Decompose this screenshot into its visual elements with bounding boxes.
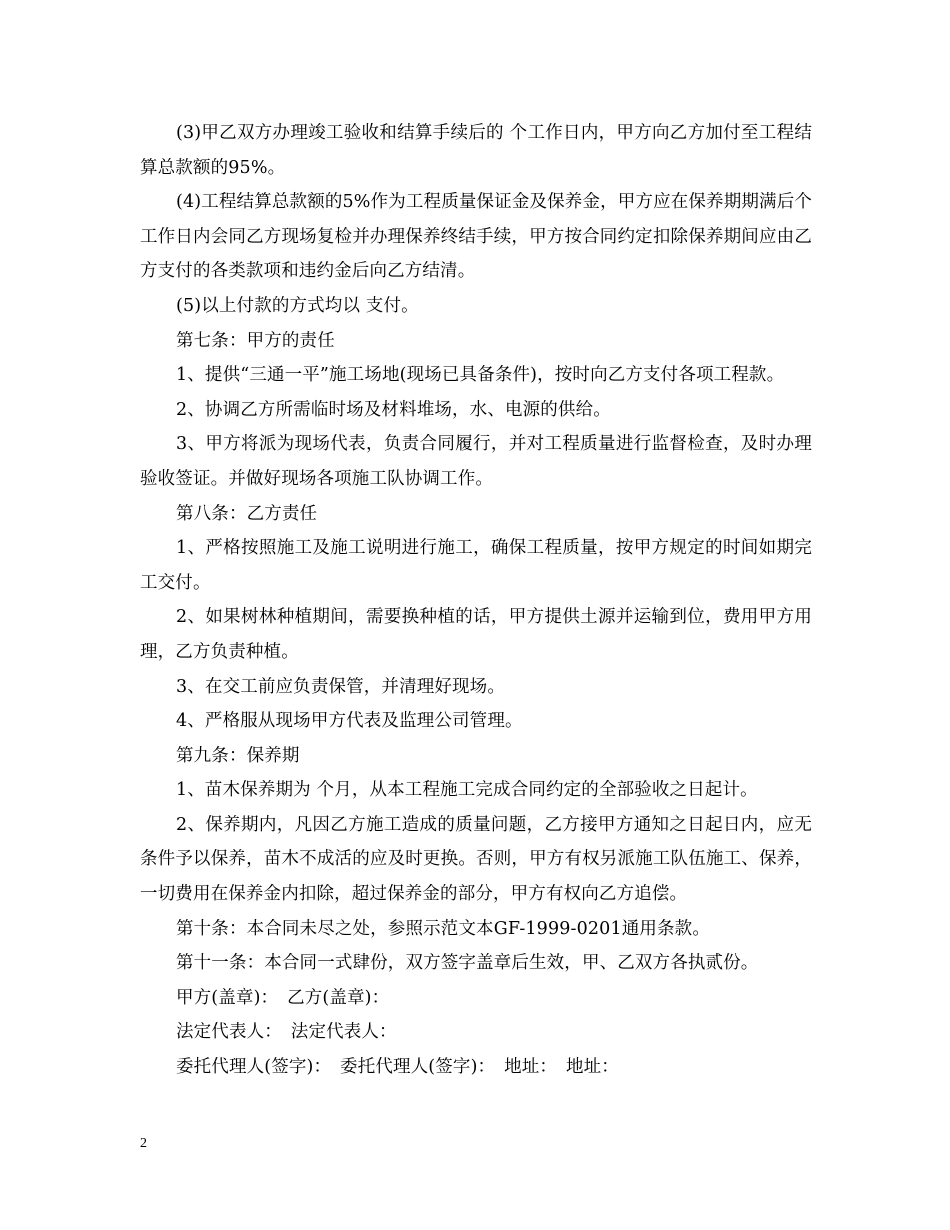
contract-body (140, 116, 812, 1085)
article-9-heading: 第九条：保养期 (176, 745, 300, 766)
article-7-heading: 第七条：甲方的责任 (176, 330, 335, 351)
paragraph-payment-4: (4)工程结算总款额的5%作为工程质量保证金及保养金，甲方应在保养期期满后个工作日内会同乙方现场复检并办理保养终结手续，甲方按合同约定扣除保养期间应由乙方支付的各类款项和违约金后向乙方结清。 (140, 192, 812, 282)
agent-address-line: 委托代理人(签字)： 委托代理人(签字)： 地址： 地址： (176, 1057, 619, 1078)
article-7-item-1: 1、提供“三通一平”施工场地(现场已具备条件)，按时向乙方支付各项工程款。 (176, 365, 785, 386)
legal-representative-line: 法定代表人： 法定代表人： (176, 1022, 397, 1043)
article-8-item-4: 4、严格服从现场甲方代表及监理公司管理。 (176, 711, 523, 732)
signature-seal-line: 甲方(盖章)： 乙方(盖章)： (176, 987, 390, 1008)
article-9-item-2: 2、保养期内，凡因乙方施工造成的质量问题，乙方接甲方通知之日起日内，应无条件予以保养，苗木不成活的应及时更换。否则，甲方有权另派施工队伍施工、保养，一切费用在保养金内扣除，超过保养金的部分，甲方有权向乙方追偿。 (140, 814, 812, 905)
article-8-item-2: 2、如果树林种植期间，需要换种植的话，甲方提供土源并运输到位，费用甲方用理，乙方负责种植。 (140, 607, 812, 662)
article-10: 第十条：本合同未尽之处，参照示范文本GF-1999-0201通用条款。 (176, 918, 710, 939)
article-11: 第十一条：本合同一式肆份，双方签字盖章后生效，甲、乙双方各执贰份。 (176, 953, 759, 974)
article-8-item-1: 1、严格按照施工及施工说明进行施工，确保工程质量，按甲方规定的时间如期完工交付。 (140, 538, 812, 593)
article-7-item-2: 2、协调乙方所需临时场及材料堆场，水、电源的供给。 (176, 399, 611, 420)
article-7-item-3: 3、甲方将派为现场代表，负责合同履行，并对工程质量进行监督检查，及时办理验收签证。并做好现场各项施工队协调工作。 (140, 434, 812, 489)
paragraph-payment-3: (3)甲乙双方办理竣工验收和结算手续后的 个工作日内，甲方向乙方加付至工程结算总款额的95%。 (140, 123, 812, 178)
page-number: 2 (140, 1136, 147, 1151)
article-8-heading: 第八条：乙方责任 (176, 503, 318, 524)
article-9-item-1: 1、苗木保养期为 个月，从本工程施工完成合同约定的全部验收之日起计。 (176, 780, 758, 801)
paragraph-payment-5: (5)以上付款的方式均以 支付。 (176, 295, 419, 316)
article-8-item-3: 3、在交工前应负责保管，并清理好现场。 (176, 676, 505, 697)
